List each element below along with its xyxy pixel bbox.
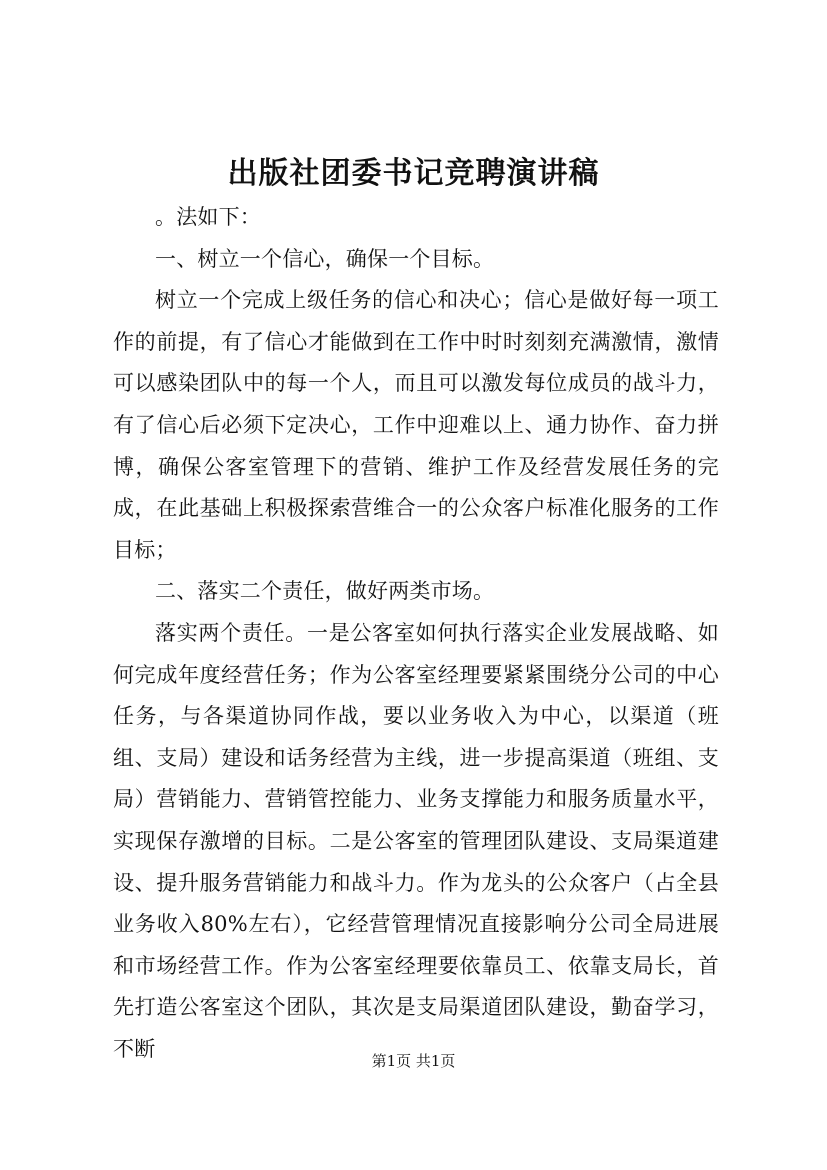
paragraph-intro: 。法如下： bbox=[155, 205, 261, 229]
paragraph-heading-2: 二、落实二个责任，做好两类市场。 bbox=[155, 579, 495, 604]
document-body bbox=[113, 197, 719, 1070]
paragraph-responsibilities: 落实两个责任。一是公客室如何执行落实企业发展战略、如何完成年度经营任务；作为公客室经理要紧紧围绕分公司的中心任务，与各渠道协同作战，要以业务收入为中心，以渠道（班组、支局）建设和话务经营为主线，进一步提高渠道（班组、支局）营销能力、营销管控能力、业务支撑能力和服务质量水平，实现保存激增的目标。二是公客室的管理团队建设、支局渠道建设、提升服务营销能力和战斗力。作为龙头的公众客户（占全县业务收入80%左右），它经营管理情况直接影响分公司全局进展和市场经营工作。作为公客室经理要依靠员工、依靠支局长，首先打造公客室这个团队，其次是支局渠道团队建设，勤奋学习，不断 bbox=[113, 620, 719, 1061]
paragraph-heading-1: 一、树立一个信心，确保一个目标。 bbox=[155, 246, 495, 271]
document-title: 出版社团委书记竞聘演讲稿 bbox=[227, 156, 600, 191]
page-footer: 第1页 共1页 bbox=[371, 1052, 456, 1070]
paragraph-confidence: 树立一个完成上级任务的信心和决心；信心是做好每一项工作的前提，有了信心才能做到在工作中时时刻刻充满激情，激情可以感染团队中的每一个人，而且可以激发每位成员的战斗力，有了信心后必须下定决心，工作中迎难以上、通力协作、奋力拼博，确保公客室管理下的营销、维护工作及经营发展任务的完成，在此基础上积极探索营维合一的公众客户标准化服务的工作目标； bbox=[113, 288, 719, 562]
